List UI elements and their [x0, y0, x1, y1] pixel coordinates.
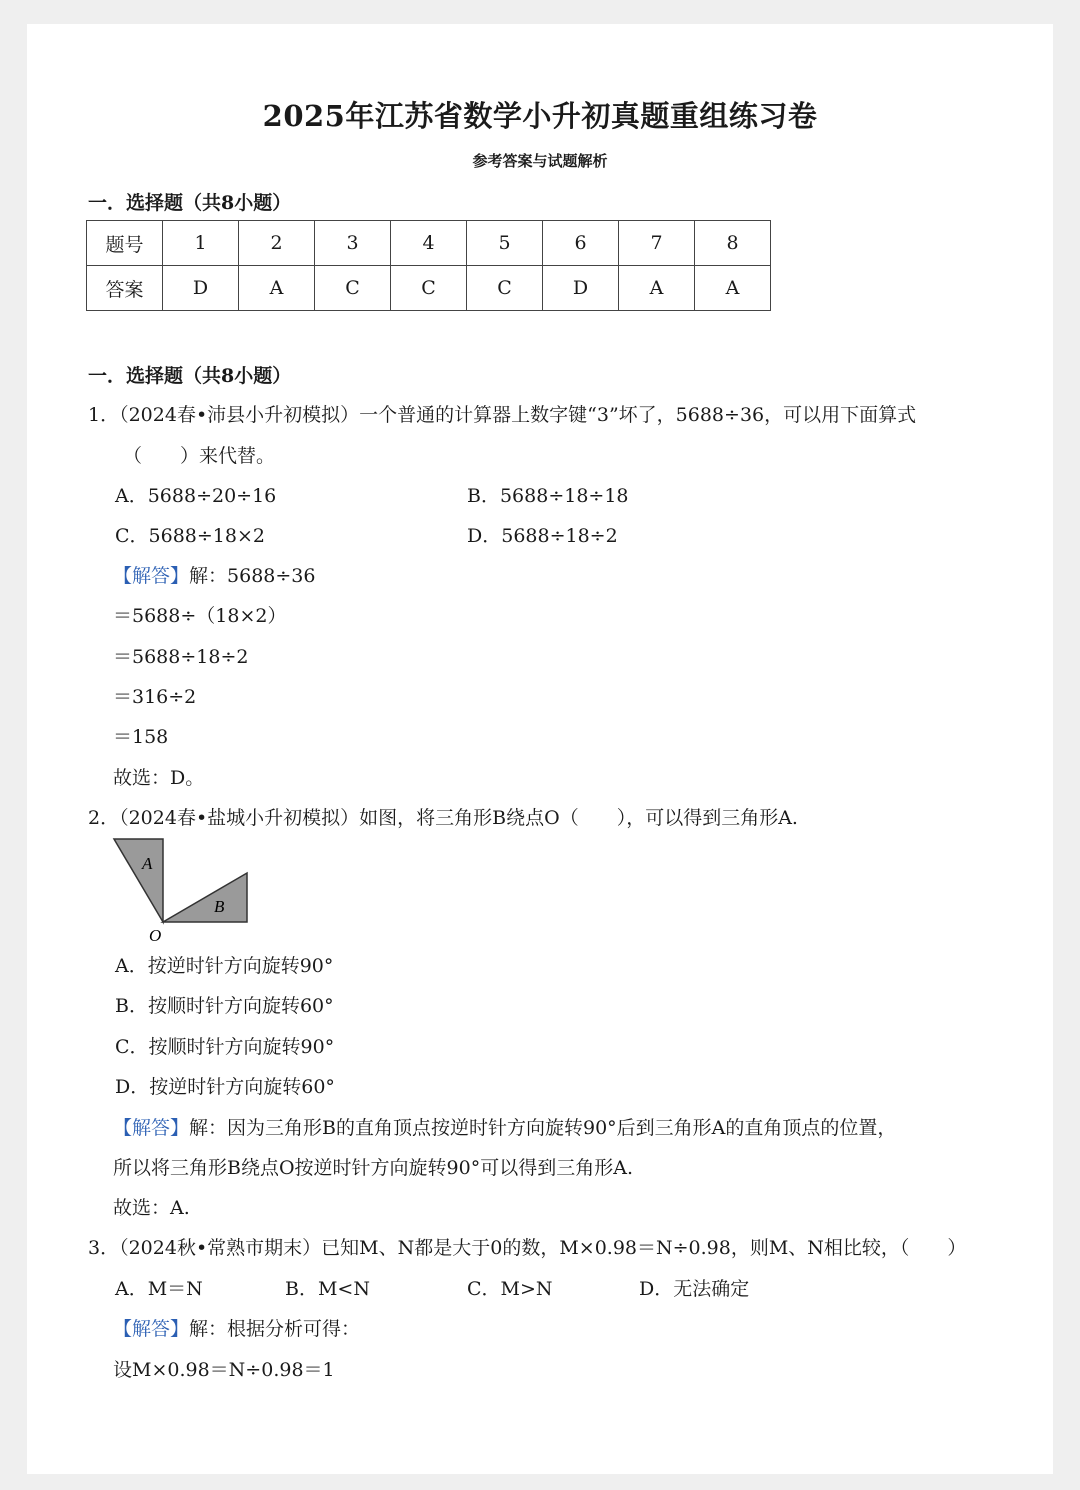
section-heading: 一．选择题（共8小题） — [88, 365, 292, 387]
table-cell: 2 — [239, 221, 315, 266]
answer-tag: 【解答】 — [113, 565, 190, 587]
triangle-b — [163, 873, 247, 922]
answer-table-row-numbers — [87, 221, 771, 266]
q2-choice: 故选：A. — [113, 1197, 190, 1219]
q1-solution-line2: ＝5688÷（18×2） — [113, 605, 287, 627]
q1-stem-line2: （ ）来代替。 — [123, 445, 276, 467]
table-header-cell: 题号 — [87, 221, 163, 266]
q2-option-d: D．按逆时针方向旋转60° — [115, 1076, 335, 1098]
table-cell: A — [239, 266, 315, 311]
q2-option-c: C．按顺时针方向旋转90° — [115, 1036, 335, 1058]
q1-option-c: C．5688÷18×2 — [115, 525, 265, 547]
table-cell: 4 — [391, 221, 467, 266]
rotation-figure — [111, 836, 253, 946]
answer-tag: 【解答】 — [113, 1117, 190, 1139]
table-cell: A — [619, 266, 695, 311]
q3-stem: 3．（2024秋•常熟市期末）已知M、N都是大于0的数，M×0.98＝N÷0.98，则M、N相比较，（ ） — [88, 1237, 967, 1259]
q2-solution-line1 — [113, 1113, 896, 1140]
q1-stem-line1: 1．（2024春•沛县小升初模拟）一个普通的计算器上数字键“3”坏了，5688÷36，可以用下面算式 — [88, 404, 917, 426]
table-cell: D — [543, 266, 619, 311]
table-cell: D — [163, 266, 239, 311]
q3-option-a: A．M＝N — [115, 1278, 203, 1300]
q2-option-b: B．按顺时针方向旋转60° — [115, 995, 334, 1017]
q1-choice: 故选：D。 — [113, 767, 205, 789]
triangle-a — [114, 839, 163, 922]
section-heading-top: 一．选择题（共8小题） — [88, 192, 292, 214]
q1-option-b: B．5688÷18÷18 — [467, 485, 629, 507]
q3-solution-line1 — [113, 1314, 360, 1341]
table-cell: C — [467, 266, 543, 311]
table-cell: A — [695, 266, 771, 311]
answer-tag: 【解答】 — [113, 1318, 190, 1340]
q1-solution-line5: ＝158 — [113, 726, 169, 748]
table-cell: 7 — [619, 221, 695, 266]
table-cell: 8 — [695, 221, 771, 266]
label-a: A — [142, 854, 153, 873]
label-b: B — [214, 897, 225, 916]
label-o: O — [149, 926, 162, 945]
q3-option-d: D．无法确定 — [639, 1278, 750, 1300]
table-cell: 6 — [543, 221, 619, 266]
q2-option-a: A．按逆时针方向旋转90° — [115, 955, 334, 977]
table-cell: C — [315, 266, 391, 311]
page-subtitle: 参考答案与试题解析 — [472, 152, 608, 170]
answer-table — [86, 220, 771, 311]
q1-solution-line3: ＝5688÷18÷2 — [113, 646, 249, 668]
table-cell: 5 — [467, 221, 543, 266]
page-title: 2025年江苏省数学小升初真题重组练习卷 — [262, 99, 818, 133]
q2-stem: 2．（2024春•盐城小升初模拟）如图，将三角形B绕点O（ ），可以得到三角形A. — [88, 807, 798, 829]
table-cell: 1 — [163, 221, 239, 266]
q3-option-b: B．M<N — [285, 1278, 370, 1300]
q1-option-a: A．5688÷20÷16 — [115, 485, 277, 507]
q3-option-c: C．M>N — [467, 1278, 553, 1300]
q1-solution-line1 — [113, 561, 315, 588]
table-header-cell: 答案 — [87, 266, 163, 311]
q1-solution-line4: ＝316÷2 — [113, 686, 197, 708]
q2-solution-text: 解：因为三角形B的直角顶点按逆时针方向旋转90°后到三角形A的直角顶点的位置， — [189, 1117, 897, 1139]
q3-solution-line2: 设M×0.98＝N÷0.98＝1 — [113, 1359, 335, 1381]
table-cell: C — [391, 266, 467, 311]
q1-solution-text: 解：5688÷36 — [189, 565, 316, 587]
q2-solution-line2: 所以将三角形B绕点O按逆时针方向旋转90°可以得到三角形A. — [113, 1157, 633, 1179]
table-cell: 3 — [315, 221, 391, 266]
page — [27, 24, 1053, 1474]
answer-table-row-answers — [87, 266, 771, 311]
q1-option-d: D．5688÷18÷2 — [467, 525, 618, 547]
q3-solution-text: 解：根据分析可得： — [189, 1318, 361, 1340]
